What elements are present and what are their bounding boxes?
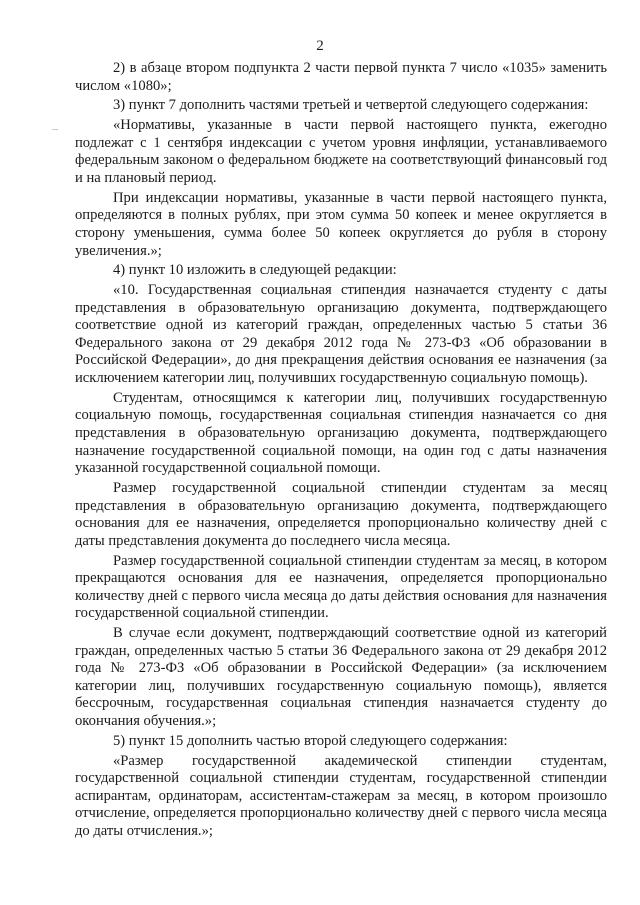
paragraph-expulsion: «Размер государственной академической стипендии студентам, государственной социальной стипендии студентам, государственной стипендии аспирантам, ординаторам, ассистентам-стажерам за месяц, в котором произошло отчисление, определяется пропорционально количеству дней с первого числа месяца до даты отчисления.»; [75,752,607,839]
paragraph-amend-3: 3) пункт 7 дополнить частями третьей и четвертой следующего содержания: [113,97,589,114]
paragraph-amend-2: 2) в абзаце втором подпункта 2 части первой пункта 7 число «1035» заменить числом «1080»; [75,60,607,94]
paragraph-norms-indexation: «Нормативы, указанные в части первой настоящего пункта, ежегодно подлежат с 1 сентября индексации с учетом уровня инфляции, устанавливаемого федеральным законом о федеральном бюджете на соответствующий финансовый год и на плановый период. [75,117,607,186]
paragraph-norms-rounding: При индексации нормативы, указанные в части первой настоящего пункта, определяются в полных рублях, при этом сумма 50 копеек и менее округляется в сторону уменьшения, сумма более 50 копеек округляется до рубля в сторону увеличения.»; [75,189,607,259]
paragraph-indefinite-document: В случае если документ, подтверждающий соответствие одной из категорий граждан, определенных частью 5 статьи 36 Федерального закона от 29 декабря 2012 года № 273-ФЗ «Об образовании в Российской Федерации» (за исключением категории лиц, получивших государственную социальную помощь), является бессрочным, государственная социальная стипендия назначается студенту до окончания обучения.»; [75,625,607,730]
page-number: 2 [316,38,324,54]
paragraph-amend-5: 5) пункт 15 дополнить частью второй следующего содержания: [113,732,508,749]
margin-mark [52,129,58,130]
paragraph-size-first-month: Размер государственной социальной стипендии студентам за месяц представления в образовательную организацию документа, подтверждающего основания для ее назначения, определяется пропорционально количеству дней с даты представления документа до последнего числа месяца. [75,479,607,549]
paragraph-point-10: «10. Государственная социальная стипендия назначается студенту с даты представления в образовательную организацию документа, подтверждающего соответствие одной из категорий граждан, определенных частью 5 статьи 36 Федерального закона от 29 декабря 2012 года № 273-ФЗ «Об образовании в Российской Федерации», до дня прекращения действия основания ее назначения (за исключением категории лиц, получивших государственную социальную помощь). [75,282,607,387]
paragraph-amend-4: 4) пункт 10 изложить в следующей редакции: [113,262,397,279]
paragraph-social-assistance: Студентам, относящимся к категории лиц, получивших государственную социальную помощь, государственная социальная стипендия назначается со дня представления в образовательную организацию документа, подтверждающего назначение государственной социальной помощи, на один год с даты назначения указанной государственной социальной помощи. [75,389,607,477]
document-body [75,60,607,843]
paragraph-size-last-month: Размер государственной социальной стипендии студентам за месяц, в котором прекращаются основания для ее назначения, определяется пропорционально количеству дней с первого числа месяца до даты действия основания для назначения государственной социальной стипендии. [75,552,607,622]
